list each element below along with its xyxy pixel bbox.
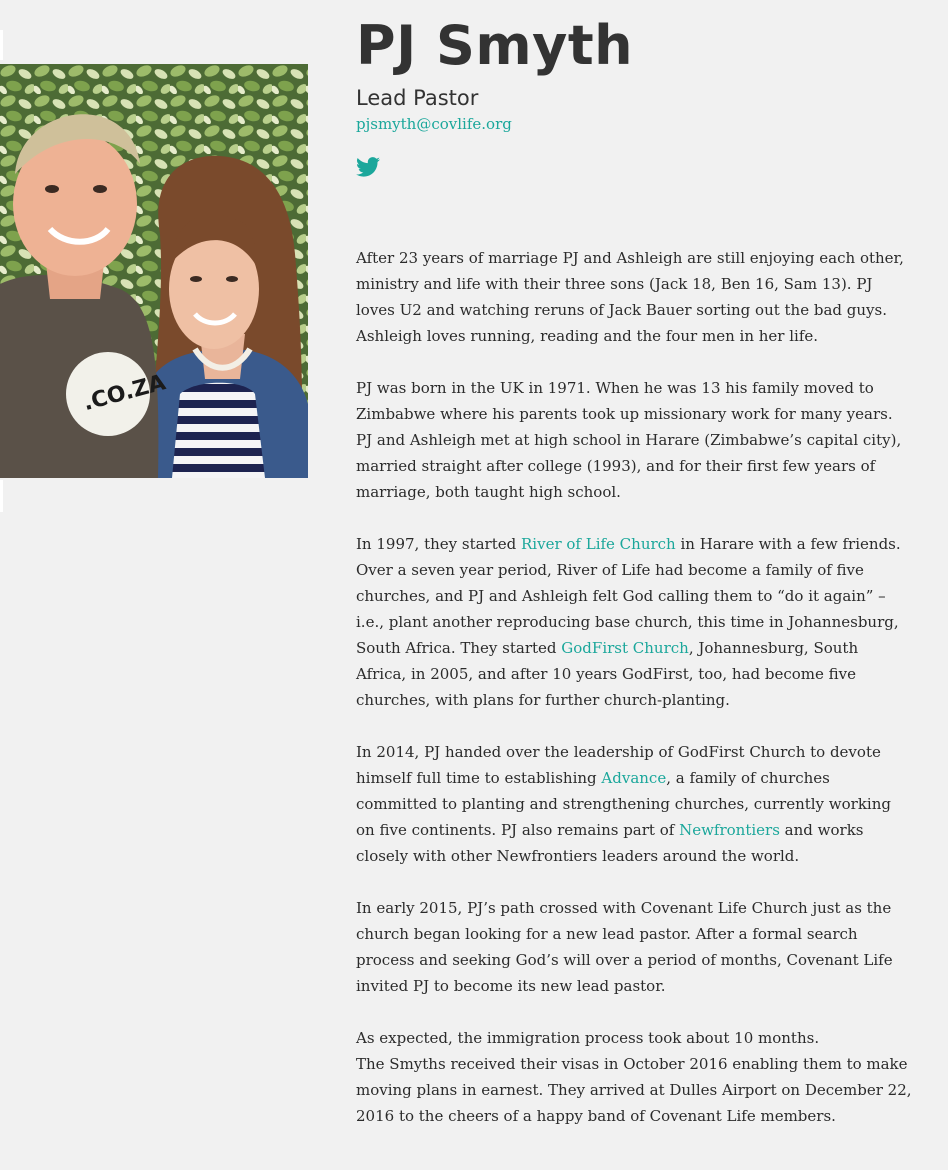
svg-text:.CO.ZA: .CO.ZA: [80, 370, 169, 417]
bio-text: , a family of churches committed to planting and strengthening churches, currently working on five continents. PJ also remains part of: [356, 769, 891, 839]
bio-paragraph-6: [356, 1025, 912, 1129]
newfrontiers-link[interactable]: Newfrontiers: [679, 821, 780, 839]
email-link[interactable]: pjsmyth@covlife.org: [356, 115, 512, 133]
portrait-photo: [0, 64, 308, 478]
bio-text: in Harare with a few friends. Over a seven year period, River of Life had become a family of five churches, and PJ and Ashleigh felt God calling them to “do it again” – i.e., plant another reproducing base church, this time in Johannesburg, South Africa. They started: [356, 535, 901, 657]
bio-paragraph-4: [356, 739, 912, 869]
bio-text: In 2014, PJ handed over the leadership of GodFirst Church to devote himself full time to establishing: [356, 743, 881, 787]
bio-paragraph-1: After 23 years of marriage PJ and Ashleigh are still enjoying each other, ministry and life with their three sons (Jack 18, Ben 16, Sam 13). PJ loves U2 and watching reruns of Jack Bauer sorting out the bad guys. Ashleigh loves running, reading and the four men in her life.: [356, 249, 904, 345]
advance-link[interactable]: Advance: [601, 769, 667, 787]
bio-paragraph-5: In early 2015, PJ’s path crossed with Covenant Life Church just as the church began looking for a new lead pastor. After a formal search process and seeking God’s will over a period of months, Covenant Life invited PJ to become its new lead pastor.: [356, 899, 893, 995]
bio-text: The Smyths received their visas in October 2016 enabling them to make moving plans in earnest. They arrived at Dulles Airport on December 22, 2016 to the cheers of a happy band of Covenant Life members.: [356, 1055, 912, 1125]
bio-paragraph-2: PJ was born in the UK in 1971. When he was 13 his family moved to Zimbabwe where his parents took up missionary work for many years. PJ and Ashleigh met at high school in Harare (Zimbabwe’s capital city), married straight after college (1993), and for their first few years of marriage, both taught high school.: [356, 379, 902, 501]
bio-text: and works closely with other Newfrontiers leaders around the world.: [356, 821, 864, 865]
godfirst-church-link[interactable]: GodFirst Church: [561, 639, 689, 657]
edge-marker-top: [0, 30, 3, 60]
bio-text: As expected, the immigration process took about 10 months.: [356, 1029, 820, 1047]
profile-photo: [0, 64, 308, 478]
twitter-icon: [356, 157, 380, 177]
bio-text: In 1997, they started: [356, 535, 521, 553]
river-of-life-church-link[interactable]: River of Life Church: [521, 535, 676, 553]
bio-paragraph-3: [356, 531, 912, 713]
profile-content: [356, 0, 912, 1155]
edge-marker-bottom: [0, 480, 3, 512]
profile-title: Lead Pastor: [356, 86, 479, 110]
biography: [356, 245, 912, 1129]
profile-name: PJ Smyth: [356, 14, 634, 77]
bio-text: , Johannesburg, South Africa, in 2005, and after 10 years GodFirst, too, had become five churches, with plans for further church-planting.: [356, 639, 859, 709]
twitter-link[interactable]: [356, 157, 380, 179]
